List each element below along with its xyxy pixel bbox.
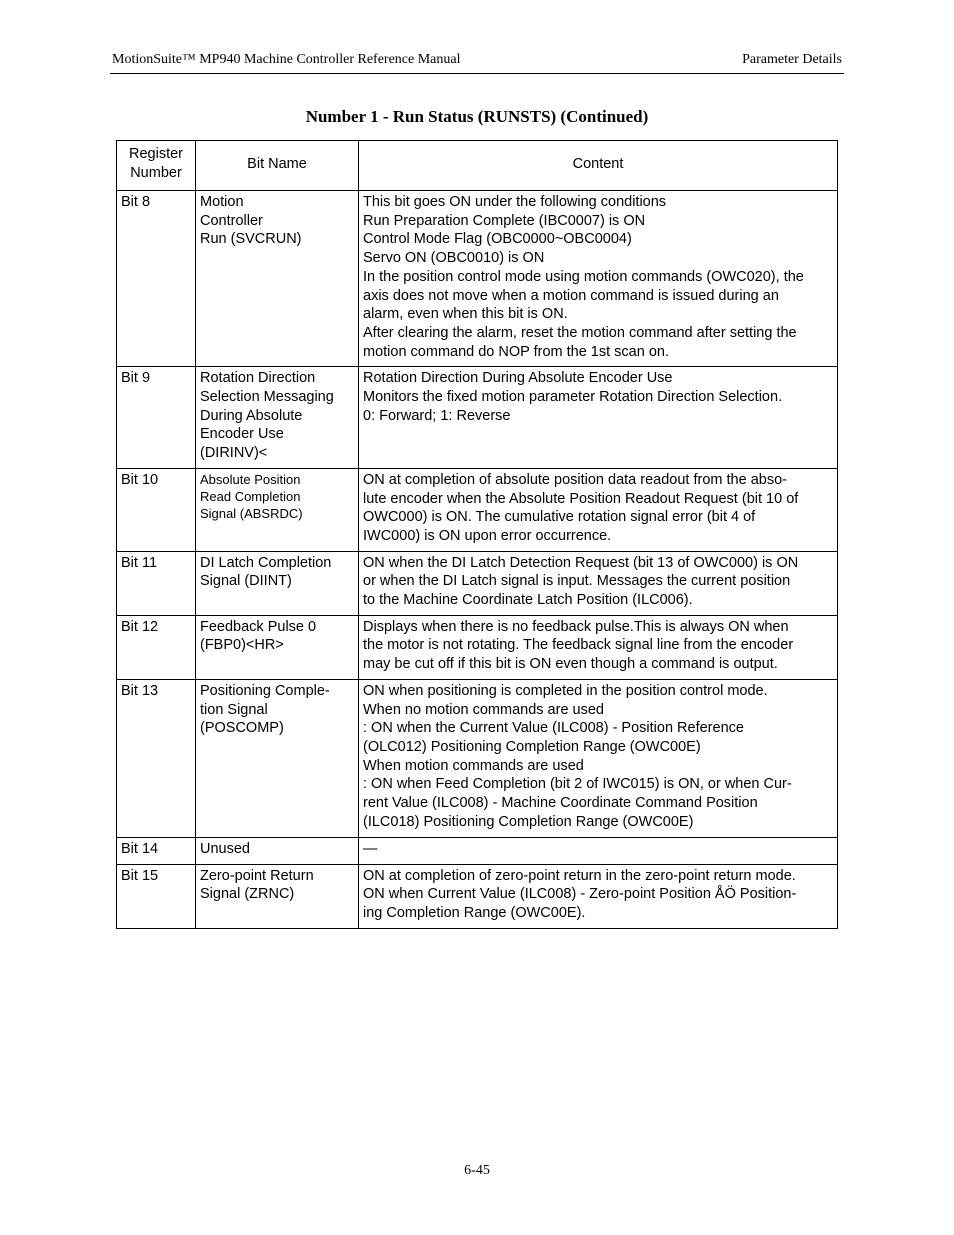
register-number-cell: Bit 13 xyxy=(117,679,196,837)
bit-name-line: Positioning Comple- xyxy=(200,682,330,699)
bit-name-line: During Absolute xyxy=(200,407,303,424)
bit-name-line: (FBP0)<HR> xyxy=(200,637,284,654)
bit-name-cell xyxy=(196,837,359,864)
content-line: axis does not move when a motion command is issued during an xyxy=(363,287,779,304)
content-line: to the Machine Coordinate Latch Position (ILC006). xyxy=(363,592,693,609)
bit-name-line: Signal (DIINT) xyxy=(200,573,292,590)
bit-name-line: Feedback Pulse 0 xyxy=(200,618,317,635)
bit-name-line: Absolute Position xyxy=(200,471,301,487)
bit-name-line: Read Completion xyxy=(200,488,301,504)
section-name: Parameter Details xyxy=(742,52,842,67)
content-line: ing Completion Range (OWC00E). xyxy=(363,904,586,921)
bit-name-line: (POSCOMP) xyxy=(200,720,284,737)
column-header-register xyxy=(117,141,196,191)
table-row xyxy=(117,551,838,615)
register-number-cell: Bit 8 xyxy=(117,191,196,367)
register-number-cell: Bit 10 xyxy=(117,468,196,551)
bit-name-cell xyxy=(196,551,359,615)
table-row xyxy=(117,864,838,928)
bit-name-line: Zero-point Return xyxy=(200,867,314,884)
content-line: 0: Forward; 1: Reverse xyxy=(363,407,511,424)
bit-name-line: DI Latch Completion xyxy=(200,554,332,571)
bit-name-cell xyxy=(196,679,359,837)
content-line: After clearing the alarm, reset the motion command after setting the xyxy=(363,324,797,341)
table-row xyxy=(117,679,838,837)
content-line: the motor is not rotating. The feedback signal line from the encoder xyxy=(363,637,794,654)
content-line: ON when Current Value (ILC008) - Zero-point Position ÅÖ Position- xyxy=(363,886,797,903)
content-line: may be cut off if this bit is ON even though a command is output. xyxy=(363,656,778,673)
content-cell xyxy=(359,367,838,469)
content-line: In the position control mode using motion commands (OWC020), the xyxy=(363,268,804,285)
content-line: Displays when there is no feedback pulse.This is always ON when xyxy=(363,618,789,635)
register-number-cell: Bit 9 xyxy=(117,367,196,469)
content-line: ON at completion of absolute position data readout from the abso- xyxy=(363,471,787,488)
register-number-cell: Bit 15 xyxy=(117,864,196,928)
bit-name-line: Run (SVCRUN) xyxy=(200,231,302,248)
page-header xyxy=(110,52,844,74)
content-line: ON at completion of zero-point return in the zero-point return mode. xyxy=(363,867,796,884)
content-line: When motion commands are used xyxy=(363,757,584,774)
column-header-bit-name: Bit Name xyxy=(196,141,359,191)
column-header-register-line: Number xyxy=(130,165,182,181)
content-line: : ON when the Current Value (ILC008) - Position Reference xyxy=(363,720,744,737)
content-line: OWC000) is ON. The cumulative rotation signal error (bit 4 of xyxy=(363,509,756,526)
bit-name-line: Motion xyxy=(200,194,244,210)
content-line: motion command do NOP from the 1st scan on. xyxy=(363,343,669,360)
content-line: or when the DI Latch signal is input. Messages the current position xyxy=(363,573,791,590)
content-line: Servo ON (OBC0010) is ON xyxy=(363,250,545,267)
content-cell xyxy=(359,864,838,928)
content-line: Monitors the fixed motion parameter Rotation Direction Selection. xyxy=(363,389,783,406)
content-cell xyxy=(359,837,838,864)
bit-name-cell xyxy=(196,468,359,551)
register-number-cell: Bit 14 xyxy=(117,837,196,864)
content-line: alarm, even when this bit is ON. xyxy=(363,306,568,323)
content-line: IWC000) is ON upon error occurrence. xyxy=(363,527,612,544)
register-number-cell: Bit 11 xyxy=(117,551,196,615)
bit-name-line: Selection Messaging xyxy=(200,389,334,406)
column-header-register-line: Register xyxy=(129,146,183,163)
bit-name-cell xyxy=(196,367,359,469)
table-row xyxy=(117,615,838,679)
table-header-row xyxy=(117,141,838,191)
parameter-table xyxy=(116,140,838,929)
page-title: Number 1 - Run Status (RUNSTS) (Continued) xyxy=(305,107,649,126)
content-line: When no motion commands are used xyxy=(363,701,604,718)
bit-name-line: tion Signal xyxy=(200,701,268,718)
content-line: lute encoder when the Absolute Position Readout Request (bit 10 of xyxy=(363,490,799,507)
bit-name-line: Rotation Direction xyxy=(200,370,316,387)
content-line: — xyxy=(363,840,378,857)
content-line: ON when the DI Latch Detection Request (bit 13 of OWC000) is ON xyxy=(363,554,799,571)
page-number: 6-45 xyxy=(464,1163,490,1178)
register-number-cell: Bit 12 xyxy=(117,615,196,679)
table-row xyxy=(117,367,838,469)
table-row xyxy=(117,191,838,367)
content-line: (OLC012) Positioning Completion Range (OWC00E) xyxy=(363,738,701,755)
content-line: (ILC018) Positioning Completion Range (OWC00E) xyxy=(363,813,694,830)
content-line: Run Preparation Complete (IBC0007) is ON xyxy=(363,212,646,229)
content-cell xyxy=(359,191,838,367)
table-row xyxy=(117,468,838,551)
content-cell xyxy=(359,679,838,837)
content-cell xyxy=(359,615,838,679)
content-cell xyxy=(359,468,838,551)
content-cell xyxy=(359,551,838,615)
bit-name-line: Signal (ZRNC) xyxy=(200,886,295,903)
content-line: : ON when Feed Completion (bit 2 of IWC015) is ON, or when Cur- xyxy=(363,776,792,793)
table-row xyxy=(117,837,838,864)
content-line: Rotation Direction During Absolute Encoder Use xyxy=(363,370,673,387)
table-body xyxy=(117,191,838,929)
content-line: ON when positioning is completed in the position control mode. xyxy=(363,682,768,699)
bit-name-cell xyxy=(196,191,359,367)
bit-name-line: Unused xyxy=(200,840,250,857)
bit-name-line: Controller xyxy=(200,212,263,229)
column-header-content: Content xyxy=(359,141,838,191)
manual-title: MotionSuite™ MP940 Machine Controller Reference Manual xyxy=(112,52,461,67)
bit-name-line: Signal (ABSRDC) xyxy=(200,505,303,521)
content-line: This bit goes ON under the following conditions xyxy=(363,194,667,210)
bit-name-line: Encoder Use xyxy=(200,426,284,443)
bit-name-line: (DIRINV)< xyxy=(200,445,268,462)
bit-name-cell xyxy=(196,864,359,928)
content-line: rent Value (ILC008) - Machine Coordinate Command Position xyxy=(363,795,758,812)
content-line: Control Mode Flag (OBC0000~OBC0004) xyxy=(363,231,632,248)
bit-name-cell xyxy=(196,615,359,679)
